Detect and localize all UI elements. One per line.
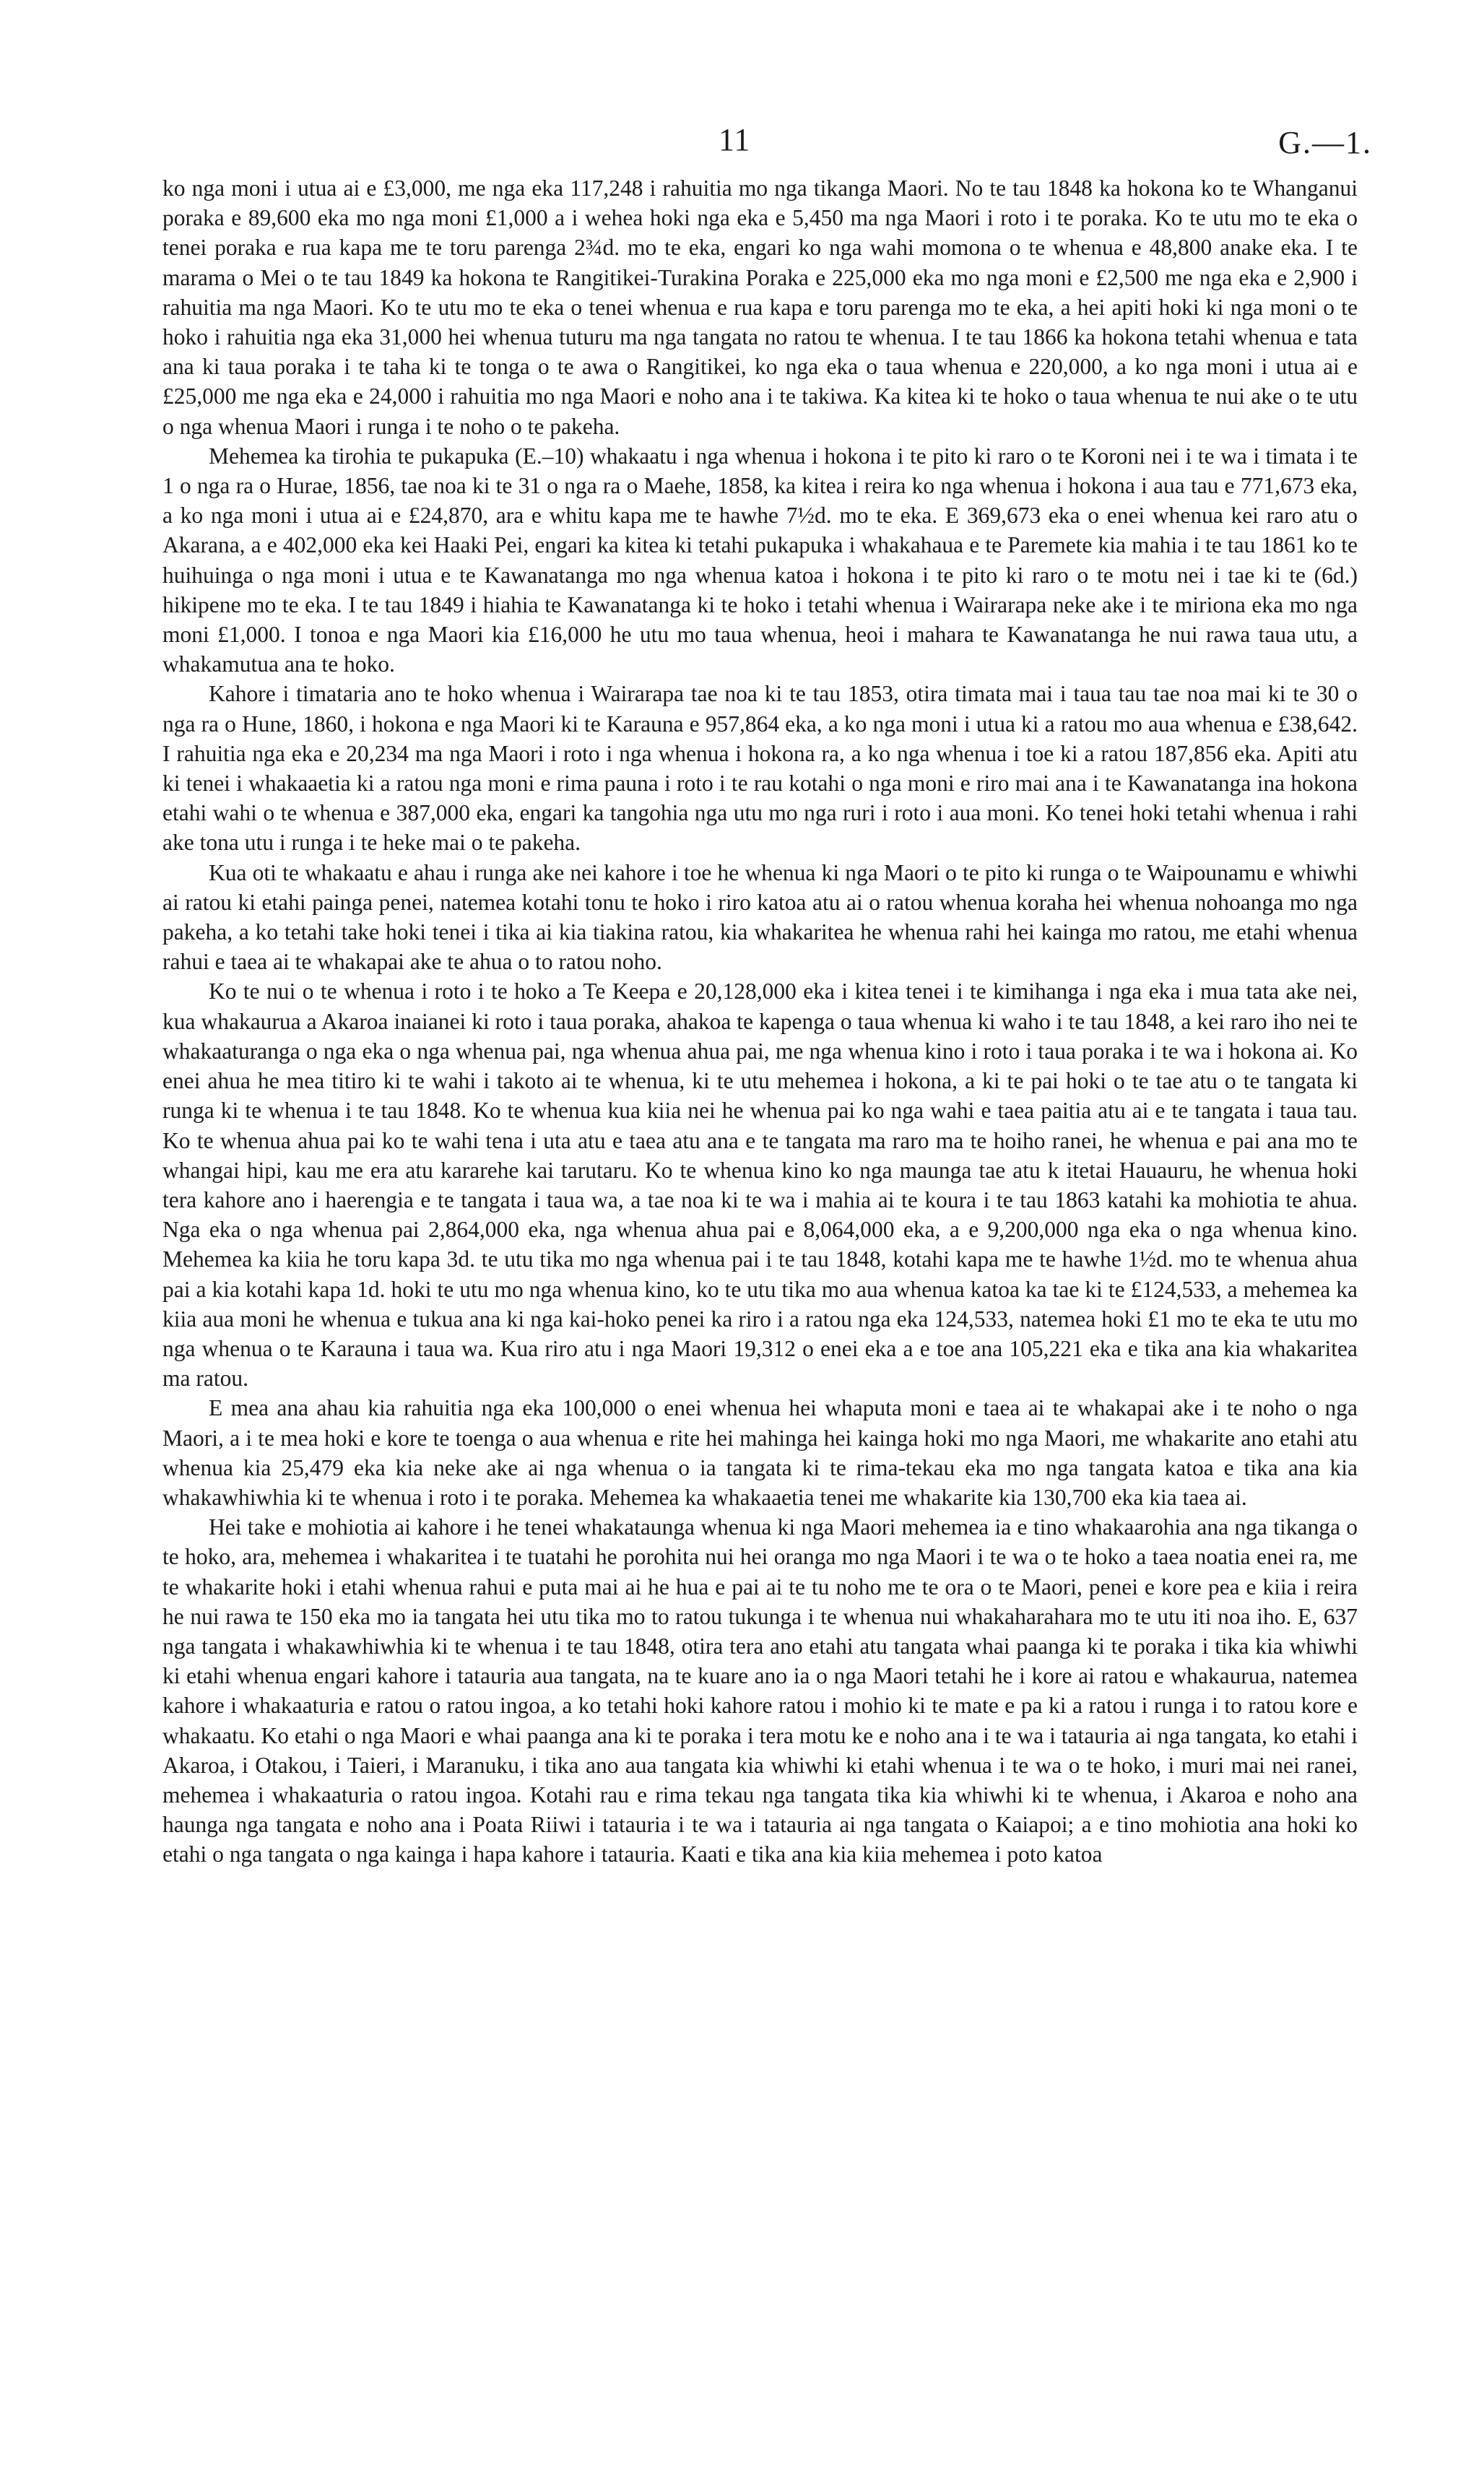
document-page	[162, 108, 1372, 1870]
paragraph: Kahore i timataria ano te hoko whenua i Wairarapa tae noa ki te tau 1853, otira timata mai i taua tau tae noa mai ki te 30 o nga ra o Hune, 1860, i hokona e nga Maori ki te Karauna e 957,864 eka, a ko nga moni i utua ki a ratou mo aua whenua e £38,642. I rahuitia nga eka e 20,234 ma nga Maori i roto i nga whenua i hokona ra, a ko nga whenua i toe ki a ratou 187,856 eka. Apiti atu ki tenei i whakaaetia ki a ratou nga moni e rima pauna i roto i te rau kotahi o nga moni e riro mai ana i te Kawanatanga ina hokona etahi wahi o te whenua e 387,000 eka, engari ka tangohia nga utu mo nga ruri i roto i aua moni. Ko tenei hoki tetahi whenua i rahi ake tona utu i runga i te heke mai o te pakeha.	[162, 681, 1358, 856]
body-text	[162, 173, 1358, 1870]
section-code: G.—1.	[1278, 125, 1372, 160]
paragraph: Hei take e mohiotia ai kahore i he tenei whakataunga whenua ki nga Maori mehemea ia e tino whakaarohia ana nga tikanga o te hoko, ara, mehemea i whakaritea i te tuatahi he porohita nui hei oranga mo nga Maori i te wa o te hoko a taea noatia enei ra, me te whakarite hoki i etahi whenua rahui e puta mai ai he hua e pai ai te tu noho me te ora o te Maori, penei e kore pea e kiia i reira he nui rawa te 150 eka mo ia tangata hei utu tika mo to ratou tukunga i te whenua nui whakaharahara mo te utu iti noa iho. E, 637 nga tangata i whakawhiwhia ki te whenua i te tau 1848, otira tera ano etahi atu tangata whai paanga ki te poraka i tika kia whiwhi ki etahi whenua engari kahore i tatauria aua tangata, na te kuare ano ia o nga Maori tetahi he i kore ai ratou e whakaurua, natemea kahore i whakaaturia e ratou o ratou ingoa, a ko tetahi hoki kahore ratou i mohio ki te mate e pa ki a ratou i runga i to ratou kore e whakaatu. Ko etahi o nga Maori e whai paanga ana ki te poraka i tera motu ke e noho ana i te wa i tatauria ai nga tangata, ko etahi i Akaroa, i Otakou, i Taieri, i Maranuku, i tika ano aua tangata kia whiwhi ki etahi whenua i te wa o te hoko, i muri mai nei ranei, mehemea i whakaaturia o ratou ingoa. Kotahi rau e rima tekau nga tangata tika kia whiwhi ki te whenua, i Akaroa e noho ana haunga nga tangata e noho ana i Poata Riiwi i tatauria i te wa i tatauria ai nga tangata o Kaiapoi; a e tino mohiotia ana hoki ko etahi o nga tangata o nga kainga i hapa kahore i tatauria. Kaati e tika ana kia kiia mehemea i poto katoa	[162, 1514, 1358, 1867]
page-header	[162, 108, 1372, 173]
paragraph: E mea ana ahau kia rahuitia nga eka 100,000 o enei whenua hei whaputa moni e taea ai te whakapai ake i te noho o nga Maori, a i te mea hoki e kore te toenga o aua whenua e rite hei mahinga hei kainga hoki mo nga Maori, me whakarite ano etahi atu whenua kia 25,479 eka kia neke ake ai nga whenua o ia tangata ki te rima-tekau eka mo nga tangata katoa e tika ana kia whakawhiwhia ki te whenua i roto i te poraka. Mehemea ka whakaaetia tenei me whakarite kia 130,700 eka kia taea ai.	[162, 1395, 1358, 1510]
paragraph: Ko te nui o te whenua i roto i te hoko a Te Keepa e 20,128,000 eka i kitea tenei i te kimihanga i nga eka i mua tata ake nei, kua whakaurua a Akaroa inaianei ki roto i taua poraka, ahakoa te kapenga o taua whenua ki waho i te tau 1848, a kei raro iho nei te whakaaturanga o nga eka o nga whenua pai, nga whenua ahua pai, me nga whenua kino i roto i taua poraka i te wa i hokona ai. Ko enei ahua he mea titiro ki te wahi i takoto ai te whenua, ki te utu mehemea i hokona, a ki te pai hoki o te tae atu o te tangata ki runga ki te whenua i te tau 1848. Ko te whenua kua kiia nei he whenua pai ko nga wahi e taea paitia atu ai e te tangata i taua tau. Ko te whenua ahua pai ko te wahi tena i uta atu e taea atu ana e te tangata ma raro ma te hoiho ranei, he whenua e pai ana mo te whangai hipi, kau me era atu kararehe kai tarutaru. Ko te whenua kino ko nga maunga tae atu k itetai Hauauru, he whenua hoki tera kahore ano i haerengia e te tangata i taua wa, a tae noa ki te wa i mahia ai te koura i te tau 1863 katahi ka mohiotia te ahua. Nga eka o nga whenua pai 2,864,000 eka, nga whenua ahua pai e 8,064,000 eka, a e 9,200,000 nga eka o nga whenua kino. Mehemea ka kiia he toru kapa 3d. te utu tika mo nga whenua pai i te tau 1848, kotahi kapa me te hawhe 1½d. mo te whenua ahua pai a kia kotahi kapa 1d. hoki te utu mo nga whenua kino, ko te utu tika mo aua whenua katoa ka tae ki te £124,533, a mehemea ka kiia aua moni he whenua e tukua ana ki nga kai-hoko penei ka riro i a ratou nga eka 124,533, natemea hoki £1 mo te eka te utu mo nga whenua o te Karauna i taua wa. Kua riro atu i nga Maori 19,312 o enei eka a e toe ana 105,221 eka e tika ana kia whakaritea ma ratou.	[162, 979, 1358, 1392]
paragraph: ko nga moni i utua ai e £3,000, me nga eka 117,248 i rahuitia mo nga tikanga Maori. No te tau 1848 ka hokona ko te Whanganui poraka e 89,600 eka mo nga moni £1,000 a i wehea hoki nga eka e 5,450 ma nga Maori i roto i te poraka. Ko te utu mo te eka o tenei poraka e rua kapa me te toru parenga 2¾d. mo te eka, engari ko nga wahi momona o te whenua e 48,800 anake eka. I te marama o Mei o te tau 1849 ka hokona te Rangitikei-Turakina Poraka e 225,000 eka mo nga moni e £2,500 me nga eka e 2,900 i rahuitia ma nga Maori. Ko te utu mo te eka o tenei whenua e rua kapa e toru parenga mo te eka, a hei apiti hoki ki nga moni o te hoko i rahuitia nga eka 31,000 hei whenua tuturu ma nga tangata no ratou te whenua. I te tau 1866 ka hokona tetahi whenua e tata ana ki taua poraka i te taha ki te tonga o te awa o Rangitikei, ko nga eka o taua whenua e 220,000, a ko nga moni i utua ai e £25,000 me nga eka e 24,000 i rahuitia mo nga Maori e noho ana i te takiwa. Ka kitea ki te hoko o taua whenua te nui ake o te utu o nga whenua Maori i runga i te noho o te pakeha.	[162, 175, 1358, 439]
page-number: 11	[719, 122, 751, 157]
paragraph: Mehemea ka tirohia te pukapuka (E.–10) whakaatu i nga whenua i hokona i te pito ki raro o te Koroni nei i te wa i timata i te 1 o nga ra o Hurae, 1856, tae noa ki te 31 o nga ra o Maehe, 1858, ka kitea i reira ko nga whenua i hokona i aua tau e 771,673 eka, a ko nga moni i utua ai e £24,870, ara e whitu kapa me te hawhe 7½d. mo te eka. E 369,673 eka o enei whenua kei raro atu o Akarana, a e 402,000 eka kei Haaki Pei, engari ka kitea ki tetahi pukapuka i whakahaua e te Paremete kia mahia i te tau 1861 ko te huihuinga o nga moni i utua e te Kawanatanga mo nga whenua katoa i hokona i te pito ki raro o te motu nei i tae ki te (6d.) hikipene mo te eka. I te tau 1849 i hiahia te Kawanatanga ki te hoko i tetahi whenua i Wairarapa neke ake i te miriona eka mo nga moni £1,000. I tonoa e nga Maori kia £16,000 he utu mo taua whenua, heoi i mahara te Kawanatanga he nui rawa taua utu, a whakamutua ana te hoko.	[162, 443, 1358, 677]
paragraph: Kua oti te whakaatu e ahau i runga ake nei kahore i toe he whenua ki nga Maori o te pito ki runga o te Waipounamu e whiwhi ai ratou ki etahi painga penei, natemea kotahi tonu te hoko i riro katoa atu ai o ratou whenua koraha hei whenua nohoanga mo nga pakeha, a ko tetahi take hoki tenei i tika ai kia tiakina ratou, kia whakaritea he whenua rahi hei kainga mo ratou, me etahi whenua rahui e taea ai te whakapai ake te ahua o to ratou noho.	[162, 859, 1358, 975]
